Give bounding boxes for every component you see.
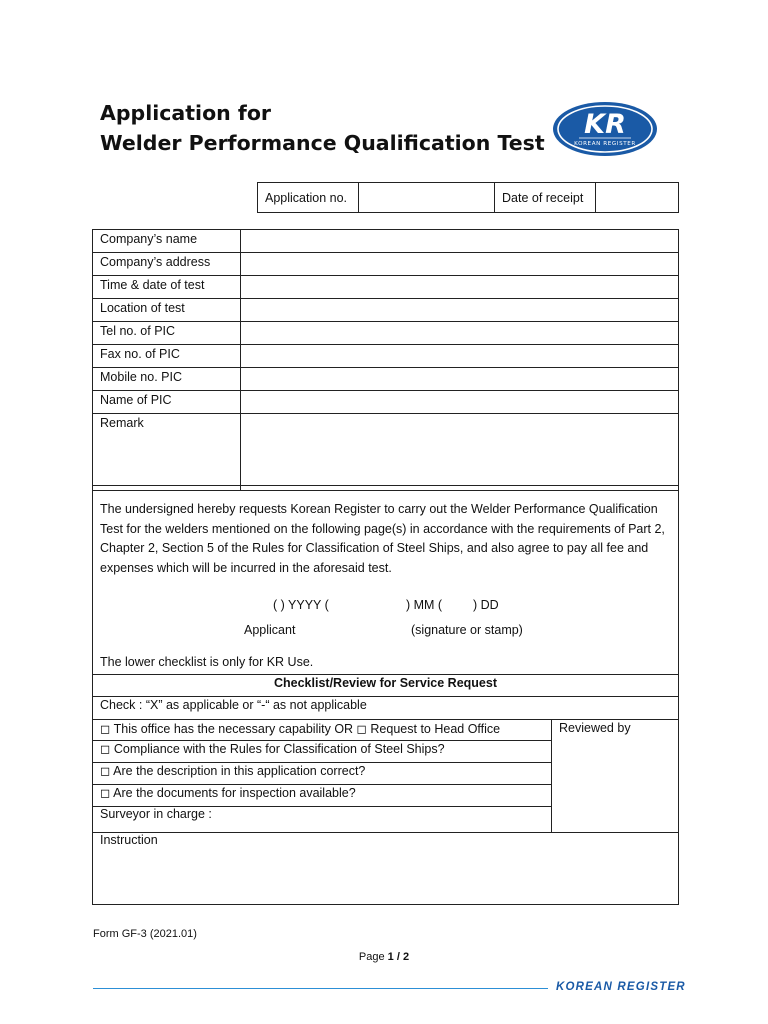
company-name-label: Company’s name — [93, 230, 241, 253]
fax-field[interactable] — [241, 345, 679, 368]
page-current: 1 — [387, 951, 394, 963]
fax-label: Fax no. of PIC — [93, 345, 241, 368]
company-address-field[interactable] — [241, 253, 679, 276]
company-address-label: Company’s address — [93, 253, 241, 276]
company-info-table — [92, 229, 679, 491]
table-row — [93, 414, 679, 491]
divider — [93, 719, 678, 720]
application-no-field[interactable] — [359, 183, 495, 213]
footer-rule — [93, 988, 548, 989]
application-table — [257, 182, 679, 213]
tel-label: Tel no. of PIC — [93, 322, 241, 345]
reviewed-by-label: Reviewed by — [559, 721, 631, 735]
checklist-note: The lower checklist is only for KR Use. — [100, 655, 314, 669]
page-title — [100, 98, 545, 158]
table-row — [93, 253, 679, 276]
title-line-1: Application for — [100, 101, 272, 125]
table-row — [93, 230, 679, 253]
checklist-title: Checklist/Review for Service Request — [273, 676, 497, 690]
mobile-field[interactable] — [241, 368, 679, 391]
divider — [551, 719, 552, 832]
checklist-item-documents[interactable]: ◻ Are the documents for inspection available? — [100, 786, 356, 800]
date-month[interactable]: ) MM ( — [406, 598, 443, 612]
divider — [93, 674, 678, 675]
declaration-checklist-box — [92, 485, 679, 905]
surveyor-label: Surveyor in charge : — [100, 807, 212, 821]
page-total: 2 — [402, 951, 410, 963]
divider — [93, 696, 678, 697]
application-no-label: Application no. — [258, 183, 359, 213]
title-line-2: Welder Performance Qualification Test — [100, 131, 545, 155]
date-day[interactable]: ) DD — [473, 598, 499, 612]
date-of-receipt-field[interactable] — [596, 183, 679, 213]
page-indicator — [0, 951, 768, 963]
table-row — [93, 322, 679, 345]
table-row — [93, 299, 679, 322]
logo-subtitle: KOREAN REGISTER — [574, 141, 636, 147]
logo-mark: KR — [584, 109, 626, 140]
tel-field[interactable] — [241, 322, 679, 345]
instruction-label: Instruction — [100, 833, 158, 847]
checklist-item-compliance[interactable]: ◻ Compliance with the Rules for Classification of Steel Ships? — [100, 742, 445, 756]
form-number: Form GF-3 (2021.01) — [93, 928, 197, 940]
divider — [93, 832, 678, 833]
page-label: Page — [358, 951, 388, 963]
table-row — [93, 391, 679, 414]
time-date-label: Time & date of test — [93, 276, 241, 299]
applicant-label: Applicant — [244, 623, 296, 637]
page-separator: / — [393, 951, 403, 963]
mobile-label: Mobile no. PIC — [93, 368, 241, 391]
table-row — [93, 276, 679, 299]
time-date-field[interactable] — [241, 276, 679, 299]
location-field[interactable] — [241, 299, 679, 322]
date-year[interactable]: ( ) YYYY ( — [273, 598, 329, 612]
location-label: Location of test — [93, 299, 241, 322]
footer-brand: KOREAN REGISTER — [556, 981, 686, 993]
checklist-item-capability[interactable]: ◻ This office has the necessary capability OR ◻ Request to Head Office — [100, 722, 501, 736]
date-of-receipt-label: Date of receipt — [495, 183, 596, 213]
check-instruction: Check : “X” as applicable or “-“ as not applicable — [100, 698, 367, 712]
declaration-statement: The undersigned hereby requests Korean Register to carry out the Welder Performance Qualification Test for the welders mentioned on the following page(s) in accordance with the requirements of Part 2, Chapter 2, Section 5 of the Rules for Classification of Steel Ships, and also agree to pay all fee and expenses which will be incurred in the aforesaid test. — [100, 502, 665, 575]
company-name-field[interactable] — [241, 230, 679, 253]
checklist-item-description[interactable]: ◻ Are the description in this application correct? — [100, 764, 366, 778]
remark-label: Remark — [93, 414, 241, 491]
korean-register-logo — [551, 100, 659, 158]
remark-field[interactable] — [241, 414, 679, 491]
pic-name-field[interactable] — [241, 391, 679, 414]
table-row — [93, 345, 679, 368]
signature-field[interactable]: (signature or stamp) — [411, 623, 523, 637]
table-row — [93, 368, 679, 391]
pic-name-label: Name of PIC — [93, 391, 241, 414]
